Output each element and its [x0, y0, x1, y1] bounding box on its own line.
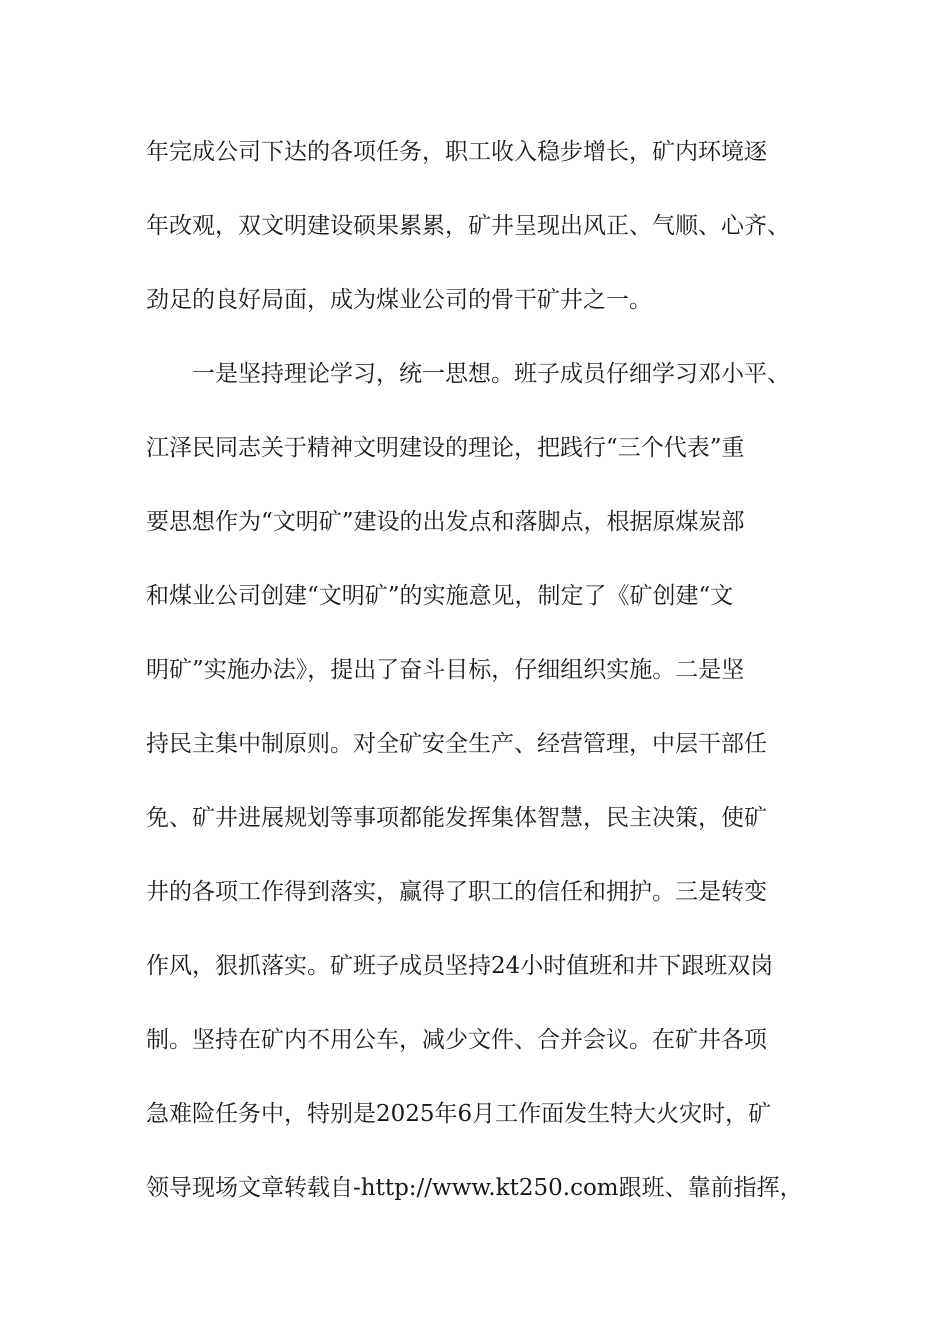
text-line: 领导现场文章转载自-http://www.kt250.com跟班、靠前指挥， — [146, 1175, 803, 1201]
text-line: 急难险任务中，特别是2025年6月工作面发生特大火灾时，矿 — [146, 1101, 772, 1127]
text-line: 制。坚持在矿内不用公车，减少文件、合并会议。在矿井各项 — [146, 1027, 767, 1053]
text-line: 持民主集中制原则。对全矿安全生产、经营管理，中层干部任 — [146, 731, 767, 757]
text-line: 作风，狠抓落实。矿班子成员坚持24小时值班和井下跟班双岗 — [146, 953, 774, 979]
paragraph-first-line: 一是坚持理论学习，统一思想。班子成员仔细学习邓小平、 — [192, 361, 790, 387]
text-line: 年改观，双文明建设硕果累累，矿井呈现出风正、气顺、心齐、 — [146, 213, 790, 239]
text-line: 井的各项工作得到落实，赢得了职工的信任和拥护。三是转变 — [146, 879, 767, 905]
text-line: 劲足的良好局面，成为煤业公司的骨干矿井之一。 — [146, 287, 652, 313]
text-line: 和煤业公司创建“文明矿”的实施意见，制定了《矿创建“文 — [146, 583, 734, 609]
text-line: 年完成公司下达的各项任务，职工收入稳步增长，矿内环境逐 — [146, 139, 767, 165]
text-line: 明矿”实施办法》，提出了奋斗目标，仔细组织实施。二是坚 — [146, 657, 745, 683]
text-line: 要思想作为“文明矿”建设的出发点和落脚点，根据原煤炭部 — [146, 509, 745, 535]
text-line: 免、矿井进展规划等事项都能发挥集体智慧，民主决策，使矿 — [146, 805, 767, 831]
text-line: 江泽民同志关于精神文明建设的理论，把践行“三个代表”重 — [146, 435, 745, 461]
